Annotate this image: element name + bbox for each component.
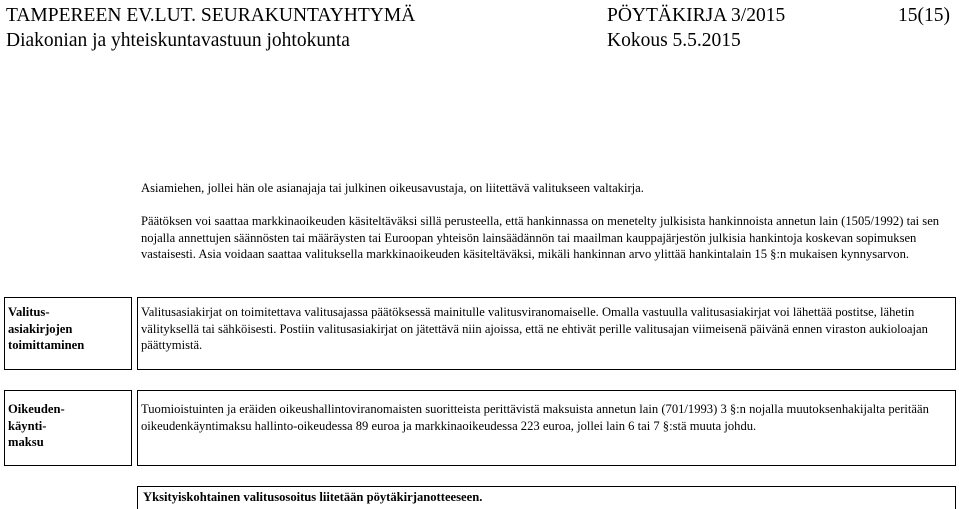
document-title: PÖYTÄKIRJA 3/2015 [607, 5, 786, 26]
organization-name: TAMPEREEN EV.LUT. SEURAKUNTAYHTYMÄ [6, 5, 416, 26]
submission-text: Valitusasiakirjat on toimitettava valitusajassa päätöksessä mainitulle valitusviranomaiselle. Omalla vastuulla valitusasiakirjat voi lähettää postitse, lähetin välityksellä tai sähköisesti. Postiin valitusasiakirjat on jätettävä niin ajoissa, että ne ehtivät perille valitusajan viimeisenä päivänä ennen viraston aukioloajan päättymistä. [141, 305, 928, 352]
fee-text: Tuomioistuinten ja eräiden oikeushallintoviranomaisten suoritteista perittävistä maksuista annetun lain (701/1993) 3 §:n nojalla muutoksenhakijalta peritään oikeudenkäyntimaksu hallinto-oikeudessa 89 euroa ja markkinaoikeudessa 223 euroa, jollei lain 6 tai 7 §:stä muuta johdu. [141, 402, 929, 433]
page-number: 15(15) [898, 5, 950, 26]
fee-heading: Oikeuden- käynti- maksu [8, 402, 65, 449]
board-name: Diakonian ja yhteiskuntavastuun johtokunta [6, 30, 350, 51]
footer-note: Yksityiskohtainen valitusosoitus liitetään pöytäkirjanotteeseen. [143, 490, 483, 504]
submission-heading: Valitus- asiakirjojen toimittaminen [8, 305, 85, 352]
meeting-date: Kokous 5.5.2015 [607, 30, 741, 51]
proxy-paragraph: Asiamiehen, jollei hän ole asianajaja tai julkinen oikeusavustaja, on liitettävä valitukseen valtakirja. [141, 181, 644, 195]
market-court-paragraph: Päätöksen voi saattaa markkinaoikeuden käsiteltäväksi sillä perusteella, että hankinnassa on menetelty julkisista hankinnoista annetun lain (1505/1992) tai sen nojalla annettujen säännösten tai määräysten tai Euroopan yhteisön lainsäädännön tai maailman kauppajärjestön julkisia hankintoja koskevan sopimuksen vastaisesti. Asia voidaan saattaa valituksella markkinaoikeuden käsiteltäväksi, mikäli hankinnan arvo ylittää hankintalain 15 §:n mukaisen kynnysarvon. [141, 214, 940, 261]
